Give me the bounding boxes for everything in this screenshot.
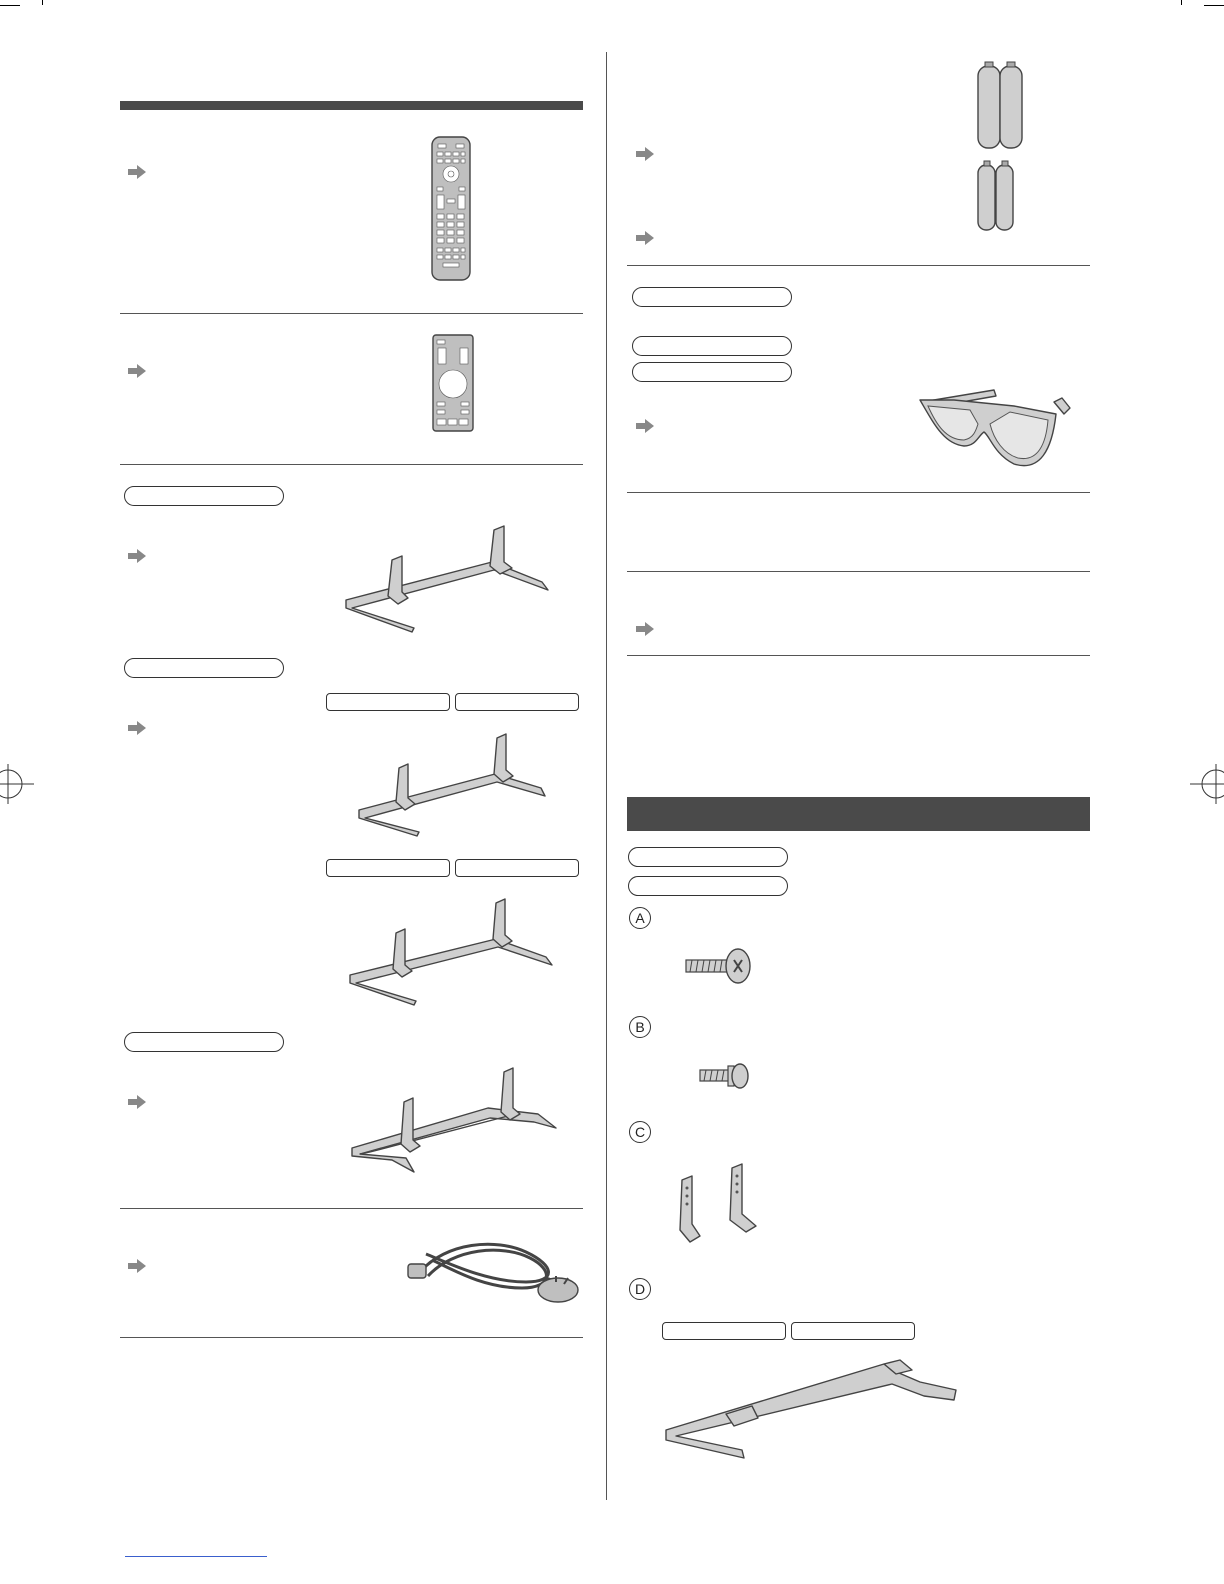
accessory-letter-c: C xyxy=(629,1121,651,1143)
model-tag xyxy=(791,1322,915,1340)
mains-lead-icon xyxy=(406,1232,582,1306)
crop-mark xyxy=(1181,0,1182,5)
pedestal-stand-icon xyxy=(342,520,557,638)
model-tag xyxy=(455,859,579,877)
model-label-pill xyxy=(124,1032,284,1052)
right-arrow-icon xyxy=(636,147,654,161)
screw-icon xyxy=(684,948,752,984)
right-arrow-icon xyxy=(128,364,146,378)
footer-link-underline[interactable] xyxy=(125,1556,267,1557)
section-rule xyxy=(627,265,1090,266)
model-tag xyxy=(662,1322,786,1340)
pedestal-stand-icon xyxy=(355,732,555,838)
right-arrow-icon xyxy=(636,622,654,636)
stand-base-icon xyxy=(662,1360,962,1466)
right-arrow-icon xyxy=(128,1095,146,1109)
right-arrow-icon xyxy=(128,165,146,179)
battery-icon xyxy=(976,160,1016,232)
registration-mark-right xyxy=(1184,764,1224,804)
screw-icon xyxy=(698,1060,752,1092)
registration-mark-left xyxy=(0,764,40,804)
accessory-letter-a: A xyxy=(629,907,651,929)
section-rule xyxy=(120,464,583,465)
section-rule xyxy=(627,655,1090,656)
pedestal-stand-icon xyxy=(348,1068,560,1176)
pedestal-stand-icon xyxy=(346,895,558,1007)
section-rule xyxy=(120,313,583,314)
model-label-pill xyxy=(628,847,788,867)
model-tag xyxy=(326,693,450,711)
3d-glasses-icon xyxy=(914,384,1074,474)
touch-pad-controller-icon xyxy=(432,334,474,432)
crop-mark xyxy=(0,5,20,6)
model-label-pill xyxy=(632,287,792,307)
right-arrow-icon xyxy=(636,231,654,245)
model-label-pill xyxy=(632,336,792,356)
remote-control-icon xyxy=(430,136,472,282)
right-arrow-icon xyxy=(128,1259,146,1273)
section-rule xyxy=(120,1208,583,1209)
section-rule xyxy=(627,492,1090,493)
model-label-pill xyxy=(124,486,284,506)
right-arrow-icon xyxy=(636,419,654,433)
model-tag xyxy=(455,693,579,711)
section-rule xyxy=(627,571,1090,572)
column-divider xyxy=(606,52,607,1500)
section-rule xyxy=(120,1337,583,1338)
crop-mark xyxy=(1204,5,1224,6)
model-label-pill xyxy=(124,658,284,678)
bracket-icon xyxy=(676,1162,760,1252)
right-arrow-icon xyxy=(128,721,146,735)
section-header-bar xyxy=(120,101,583,110)
section-header-bar xyxy=(627,797,1090,831)
battery-icon xyxy=(976,60,1026,150)
model-label-pill xyxy=(628,876,788,896)
accessory-letter-d: D xyxy=(629,1278,651,1300)
crop-mark xyxy=(42,0,43,5)
model-tag xyxy=(326,859,450,877)
model-label-pill xyxy=(632,362,792,382)
accessory-letter-b: B xyxy=(629,1016,651,1038)
right-arrow-icon xyxy=(128,549,146,563)
